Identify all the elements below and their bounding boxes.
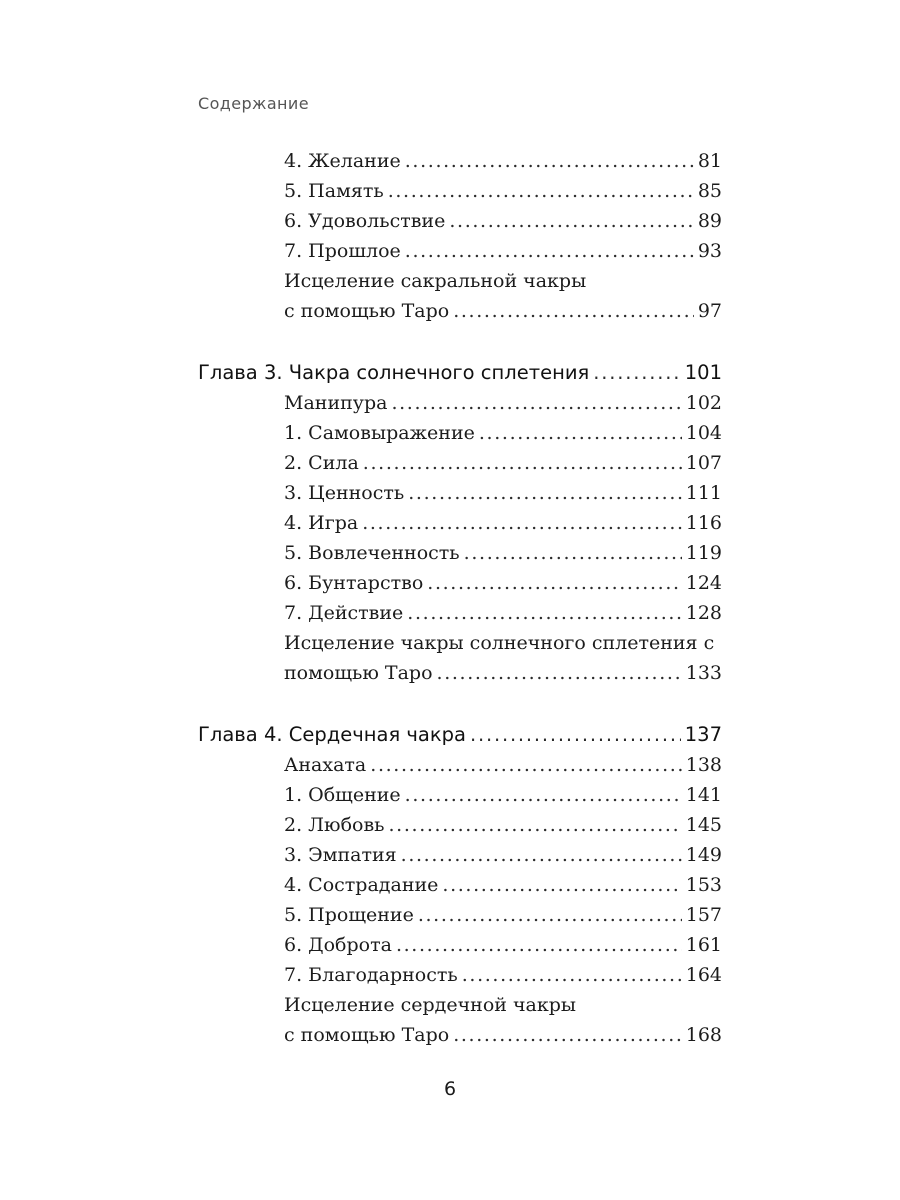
dot-leader [442,870,681,900]
dot-leader [363,448,682,478]
toc-entry[interactable] [284,598,722,628]
toc-entry-title: Исцеление сакральной чакры [284,270,587,292]
toc-entry-title: 2. Сила [284,452,359,474]
toc-entry-page: 157 [685,904,722,926]
dot-leader [391,388,681,418]
dot-leader [427,568,681,598]
dot-leader [405,146,694,176]
toc-entry-healing-line1[interactable] [284,266,722,296]
toc-entry[interactable] [284,388,722,418]
toc-entry[interactable] [284,750,722,780]
toc-entry-page: 119 [685,542,722,564]
toc-entry-page: 124 [685,572,722,594]
dot-leader [453,296,694,326]
dot-leader [407,598,681,628]
toc-entry[interactable] [284,508,722,538]
toc-entry-title: помощью Таро [284,662,433,684]
toc-entry-page: 81 [697,150,722,172]
toc-entry[interactable] [284,810,722,840]
chapter-page: 137 [684,723,722,746]
toc-entry-title: Манипура [284,392,388,414]
toc-chapter-3[interactable] [198,358,722,388]
toc-entry-page: 138 [685,754,722,776]
toc-entry-page: 104 [685,422,722,444]
toc-entry-page: 128 [685,602,722,624]
toc-entry-title: с помощью Таро [284,1024,450,1046]
toc-entry[interactable] [284,780,722,810]
dot-leader [437,658,682,688]
toc-entry[interactable] [284,206,722,236]
toc-entry[interactable] [284,146,722,176]
toc-entry[interactable] [284,930,722,960]
toc-entry-page: 85 [697,180,722,202]
dot-leader [362,508,682,538]
toc-entry-page: 116 [685,512,722,534]
toc-entry-page: 164 [685,964,722,986]
toc-entry-page: 161 [685,934,722,956]
page-number: 6 [443,1078,457,1100]
toc-entry-title: 3. Эмпатия [284,844,397,866]
dot-leader [470,720,681,750]
toc-entry[interactable] [284,870,722,900]
toc-entry-title: 2. Любовь [284,814,385,836]
toc-entry-title: 6. Удовольствие [284,210,446,232]
dot-leader [401,840,682,870]
toc-entry-page: 153 [685,874,722,896]
toc-entry-title: 4. Желание [284,150,401,172]
toc-entry-page: 149 [685,844,722,866]
toc-entry-title: 5. Память [284,180,384,202]
toc-entry[interactable] [284,538,722,568]
toc-entry-page: 145 [685,814,722,836]
dot-leader [405,236,694,266]
toc-entry-healing[interactable] [284,1020,722,1050]
toc-entry-page: 141 [685,784,722,806]
toc-entry-title: 7. Действие [284,602,404,624]
toc-entry[interactable] [284,900,722,930]
dot-leader [479,418,682,448]
toc-entry-title: с помощью Таро [284,300,450,322]
toc-entry-title: 1. Общение [284,784,401,806]
chapter-page: 101 [684,361,722,384]
dot-leader [453,1020,682,1050]
toc-entry-title: 6. Доброта [284,934,392,956]
chapter-title: Глава 3. Чакра солнечного сплетения [198,361,590,384]
toc-entry[interactable] [284,840,722,870]
toc-entry[interactable] [284,960,722,990]
toc-entry[interactable] [284,236,722,266]
dot-leader [593,358,681,388]
toc-entry-page: 89 [697,210,722,232]
dot-leader [370,750,681,780]
dot-leader [462,960,682,990]
toc-entry-page: 111 [685,482,722,504]
toc-entry[interactable] [284,418,722,448]
toc-entry[interactable] [284,568,722,598]
toc-entry-page: 93 [697,240,722,262]
toc-entry-page: 102 [685,392,722,414]
dot-leader [408,478,681,508]
toc-entry-title: 7. Прошлое [284,240,401,262]
toc-entry-title: Исцеление чакры солнечного сплетения с [284,632,715,654]
toc-entry-healing-line1[interactable] [284,990,722,1020]
toc-entry-title: 5. Вовлеченность [284,542,460,564]
toc-entry-healing[interactable] [284,296,722,326]
dot-leader [464,538,682,568]
chapter-title: Глава 4. Сердечная чакра [198,723,466,746]
toc-entry-healing[interactable] [284,658,722,688]
toc-entry-healing-line1[interactable] [284,628,722,658]
dot-leader [388,810,681,840]
toc-entry[interactable] [284,478,722,508]
toc-entry-title: Исцеление сердечной чакры [284,994,577,1016]
toc-entry-page: 168 [685,1024,722,1046]
running-head: Содержание [198,94,309,113]
toc-entry-title: 5. Прощение [284,904,414,926]
toc-entry-title: Анахата [284,754,367,776]
toc-entry[interactable] [284,448,722,478]
toc-entry[interactable] [284,176,722,206]
dot-leader [388,176,694,206]
toc-entry-page: 97 [697,300,722,322]
toc-entry-title: 6. Бунтарство [284,572,424,594]
toc-entry-title: 7. Благодарность [284,964,458,986]
dot-leader [449,206,693,236]
toc-chapter-4[interactable] [198,720,722,750]
toc-entry-page: 107 [685,452,722,474]
toc-entry-title: 1. Самовыражение [284,422,475,444]
toc-entry-title: 3. Ценность [284,482,405,504]
toc-entry-title: 4. Сострадание [284,874,439,896]
toc-entry-page: 133 [685,662,722,684]
dot-leader [418,900,682,930]
toc-entry-title: 4. Игра [284,512,359,534]
dot-leader [405,780,682,810]
dot-leader [396,930,682,960]
